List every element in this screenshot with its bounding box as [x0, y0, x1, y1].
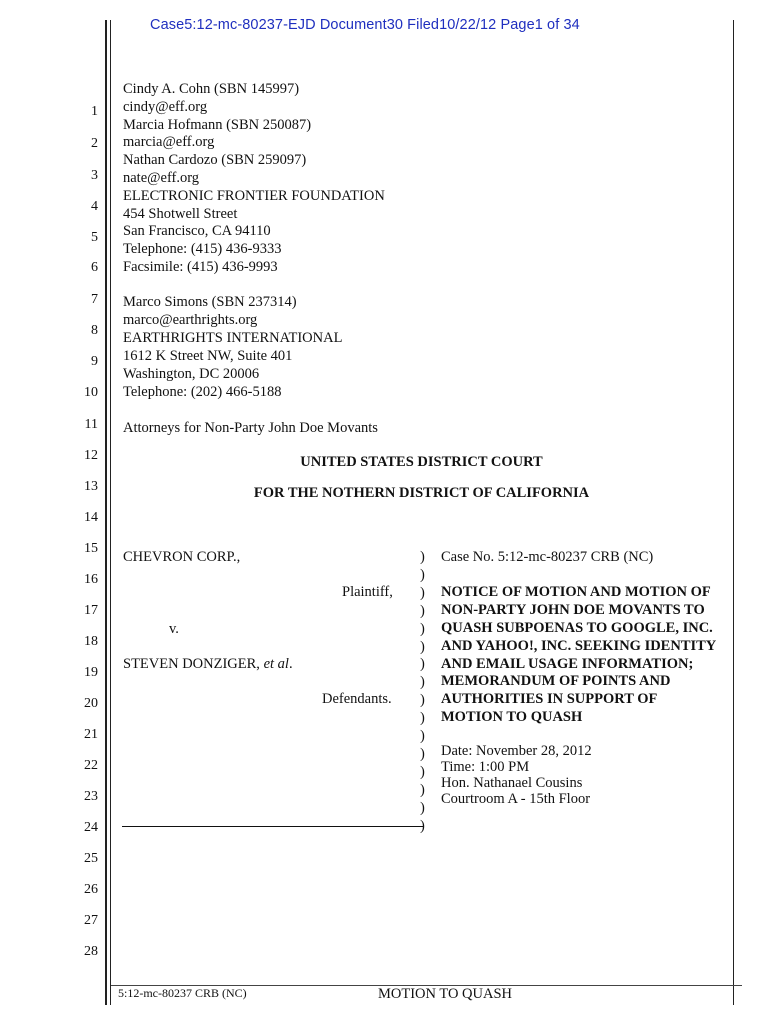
- line-number: 4: [91, 199, 98, 214]
- defendant-label: Defendants.: [322, 691, 392, 707]
- counsel-phone: Telephone: (202) 466-5188: [123, 384, 282, 400]
- hearing-judge: Hon. Nathanael Cousins: [441, 775, 583, 791]
- counsel-email: marco@earthrights.org: [123, 312, 258, 328]
- counsel-line: Nathan Cardozo (SBN 259097): [123, 152, 307, 168]
- caption-parenthesis: ): [420, 728, 425, 744]
- case-number: Case No. 5:12-mc-80237 CRB (NC): [441, 549, 654, 565]
- caption-parenthesis: ): [420, 674, 425, 691]
- counsel-address: 454 Shotwell Street: [123, 206, 238, 222]
- left-margin-rule-inner: [110, 20, 111, 1005]
- line-number: 27: [84, 913, 98, 928]
- caption-parenthesis: ): [420, 745, 425, 762]
- line-number: 14: [84, 510, 98, 525]
- plaintiff-label: Plaintiff,: [342, 584, 393, 600]
- line-number: 18: [84, 634, 98, 649]
- caption-parenthesis: ): [420, 638, 425, 655]
- line-number: 17: [84, 603, 98, 618]
- counsel-address: 1612 K Street NW, Suite 401: [123, 348, 293, 364]
- line-number: 28: [84, 944, 98, 959]
- line-number: 21: [84, 727, 98, 742]
- line-number: 10: [84, 385, 98, 400]
- motion-title-line: QUASH SUBPOENAS TO GOOGLE, INC.: [441, 620, 713, 636]
- ecf-header: Case5:12-mc-80237-EJD Document30 Filed10/22/12 Page1 of 34: [150, 17, 580, 33]
- counsel-line: Marco Simons (SBN 237314): [123, 294, 297, 310]
- line-number: 25: [84, 851, 98, 866]
- motion-title-line: MOTION TO QUASH: [441, 709, 583, 725]
- motion-title-line: AND EMAIL USAGE INFORMATION;: [441, 656, 694, 672]
- line-number: 11: [84, 417, 98, 432]
- line-number: 12: [84, 448, 98, 463]
- line-number: 3: [91, 168, 98, 183]
- caption-parenthesis: ): [420, 656, 425, 673]
- line-number: 20: [84, 696, 98, 711]
- hearing-courtroom: Courtroom A - 15th Floor: [441, 791, 591, 807]
- motion-title-line: AND YAHOO!, INC. SEEKING IDENTITY: [441, 638, 717, 654]
- counsel-fax: Facsimile: (415) 436-9993: [123, 259, 278, 275]
- counsel-phone: Telephone: (415) 436-9333: [123, 241, 282, 257]
- counsel-line: Marcia Hofmann (SBN 250087): [123, 117, 312, 133]
- motion-title-line: NON-PARTY JOHN DOE MOVANTS TO: [441, 602, 705, 618]
- caption-parenthesis: ): [420, 584, 425, 601]
- line-number: 6: [91, 260, 98, 275]
- line-number: 13: [84, 479, 98, 494]
- line-number: 15: [84, 541, 98, 556]
- counsel-email: marcia@eff.org: [123, 134, 215, 150]
- counsel-org: ELECTRONIC FRONTIER FOUNDATION: [123, 188, 385, 204]
- counsel-line: Cindy A. Cohn (SBN 145997): [123, 81, 300, 97]
- footer-case-ref: 5:12-mc-80237 CRB (NC): [118, 986, 247, 1000]
- motion-title-line: NOTICE OF MOTION AND MOTION OF: [441, 584, 711, 600]
- line-number: 2: [91, 136, 98, 151]
- counsel-address: Washington, DC 20006: [123, 366, 260, 382]
- defendant-caption: [123, 656, 293, 674]
- line-number: 7: [91, 292, 98, 307]
- counsel-email: nate@eff.org: [123, 170, 200, 186]
- motion-title-line: MEMORANDUM OF POINTS AND: [441, 673, 671, 689]
- caption-parenthesis: ): [420, 799, 425, 816]
- footer-title: MOTION TO QUASH: [378, 986, 512, 1002]
- counsel-org: EARTHRIGHTS INTERNATIONAL: [123, 330, 343, 346]
- caption-underline: [122, 826, 423, 827]
- line-number: 5: [91, 230, 98, 245]
- line-number: 24: [84, 820, 98, 835]
- caption-parenthesis: ): [420, 549, 425, 565]
- caption-parenthesis: ): [420, 602, 425, 619]
- hearing-time: Time: 1:00 PM: [441, 759, 530, 775]
- left-margin-rule-outer: [105, 20, 107, 1005]
- line-number: 8: [91, 323, 98, 338]
- defendant-etal: et al: [263, 656, 289, 672]
- caption-parenthesis: ): [420, 781, 425, 798]
- line-number: 16: [84, 572, 98, 587]
- right-margin-rule: [733, 20, 734, 1005]
- line-number: 23: [84, 789, 98, 804]
- line-number: 22: [84, 758, 98, 773]
- court-title: UNITED STATES DISTRICT COURT: [300, 454, 543, 470]
- attorneys-for: Attorneys for Non-Party John Doe Movants: [123, 420, 378, 436]
- motion-title-line: AUTHORITIES IN SUPPORT OF: [441, 691, 658, 707]
- caption-parenthesis: ): [420, 710, 425, 727]
- plaintiff-name: CHEVRON CORP.,: [123, 549, 241, 565]
- defendant-period: .: [288, 656, 293, 672]
- caption-parenthesis: ): [420, 692, 425, 709]
- caption-parenthesis: ): [420, 817, 425, 834]
- versus: v.: [169, 621, 179, 637]
- line-number: 19: [84, 665, 98, 680]
- caption-parenthesis: ): [420, 763, 425, 780]
- defendant-name: STEVEN DONZIGER,: [123, 656, 260, 672]
- counsel-address: San Francisco, CA 94110: [123, 223, 271, 239]
- line-number: 1: [91, 104, 98, 119]
- caption-parenthesis: ): [420, 620, 425, 637]
- counsel-email: cindy@eff.org: [123, 99, 208, 115]
- court-district: FOR THE NOTHERN DISTRICT OF CALIFORNIA: [253, 485, 590, 501]
- line-number: 26: [84, 882, 98, 897]
- hearing-date: Date: November 28, 2012: [441, 743, 592, 759]
- caption-parenthesis: ): [420, 566, 425, 583]
- line-number: 9: [91, 354, 98, 369]
